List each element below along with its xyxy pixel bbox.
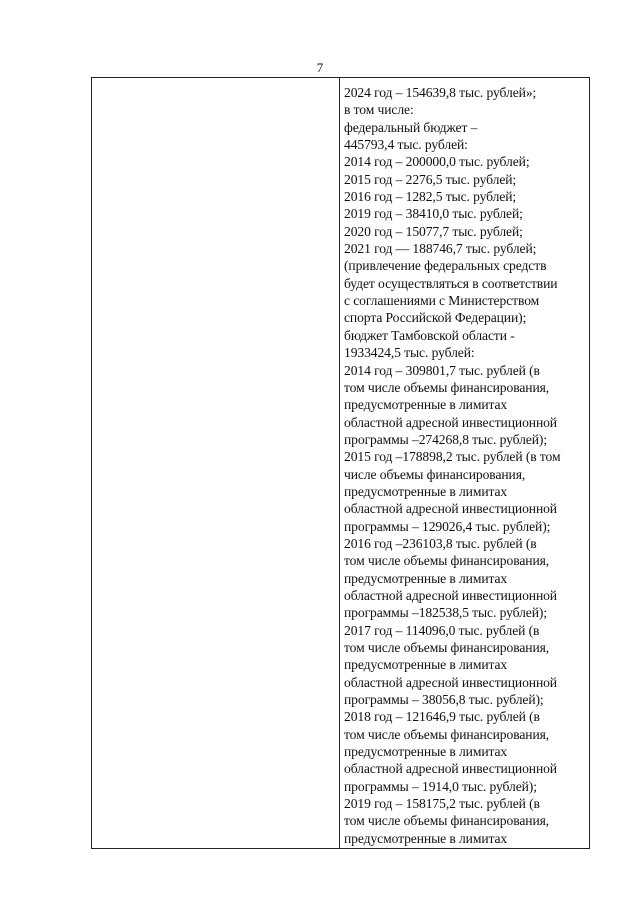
text-line: том числе объемы финансирования, xyxy=(344,379,550,395)
text-line: 2020 год – 15077,7 тыс. рублей; xyxy=(344,223,523,239)
text-line: в том числе: xyxy=(344,102,414,118)
text-line: 2017 год – 114096,0 тыс. рублей (в xyxy=(344,622,540,638)
text-line: бюджет Тамбовской области - xyxy=(344,327,515,343)
text-line: том числе объемы финансирования, xyxy=(344,726,550,742)
text-line: (привлечение федеральных средств xyxy=(344,258,547,274)
text-line: областной адресной инвестиционной xyxy=(344,501,557,517)
text-line: областной адресной инвестиционной xyxy=(344,587,557,603)
text-line: предусмотренные в лимитах xyxy=(344,657,508,673)
text-line: спорта Российской Федерации); xyxy=(344,310,527,326)
text-line: будет осуществляться в соответствии xyxy=(344,275,558,291)
table-right-column xyxy=(340,78,589,848)
text-line: 2018 год – 121646,9 тыс. рублей (в xyxy=(344,709,540,725)
text-line: программы – 129026,4 тыс. рублей); xyxy=(344,518,551,534)
text-line: предусмотренные в лимитах xyxy=(344,744,508,760)
text-line: 2016 год – 1282,5 тыс. рублей; xyxy=(344,189,517,205)
text-line: 2015 год – 2276,5 тыс. рублей; xyxy=(344,171,517,187)
text-line: предусмотренные в лимитах xyxy=(344,397,508,413)
table-left-column xyxy=(92,78,340,848)
text-line: 445793,4 тыс. рублей: xyxy=(344,137,468,153)
text-line: областной адресной инвестиционной xyxy=(344,414,557,430)
text-line: 2014 год – 309801,7 тыс. рублей (в xyxy=(344,362,540,378)
text-line: программы – 1914,0 тыс. рублей); xyxy=(344,778,537,794)
text-line: 2014 год – 200000,0 тыс. рублей; xyxy=(344,154,530,170)
text-line: 2015 год –178898,2 тыс. рублей (в том xyxy=(344,449,561,465)
text-line: 2019 год – 158175,2 тыс. рублей (в xyxy=(344,796,540,812)
text-line: 2016 год –236103,8 тыс. рублей (в xyxy=(344,535,537,551)
text-line: областной адресной инвестиционной xyxy=(344,674,557,690)
text-line: 2019 год – 38410,0 тыс. рублей; xyxy=(344,206,523,222)
text-line: 1933424,5 тыс. рублей: xyxy=(344,345,475,361)
text-line: предусмотренные в лимитах xyxy=(344,483,508,499)
page-number: 7 xyxy=(316,60,324,75)
text-line: том числе объемы финансирования, xyxy=(344,553,550,569)
text-line: том числе объемы финансирования, xyxy=(344,813,550,829)
text-line: программы – 38056,8 тыс. рублей); xyxy=(344,692,544,708)
text-line: программы –182538,5 тыс. рублей); xyxy=(344,605,547,621)
text-line: с соглашениями с Министерством xyxy=(344,293,540,309)
text-line: том числе объемы финансирования, xyxy=(344,640,550,655)
text-line: 2021 год — 188746,7 тыс. рублей; xyxy=(344,241,537,257)
text-line: федеральный бюджет – xyxy=(344,119,478,135)
text-line: программы –274268,8 тыс. рублей); xyxy=(344,431,547,447)
document-table xyxy=(91,77,590,849)
text-line: числе объемы финансирования, xyxy=(344,466,526,482)
text-line: предусмотренные в лимитах xyxy=(344,830,508,846)
text-line: предусмотренные в лимитах xyxy=(344,570,508,586)
text-line: 2024 год – 154639,8 тыс. рублей»; xyxy=(344,85,537,100)
text-line: областной адресной инвестиционной xyxy=(344,761,557,777)
